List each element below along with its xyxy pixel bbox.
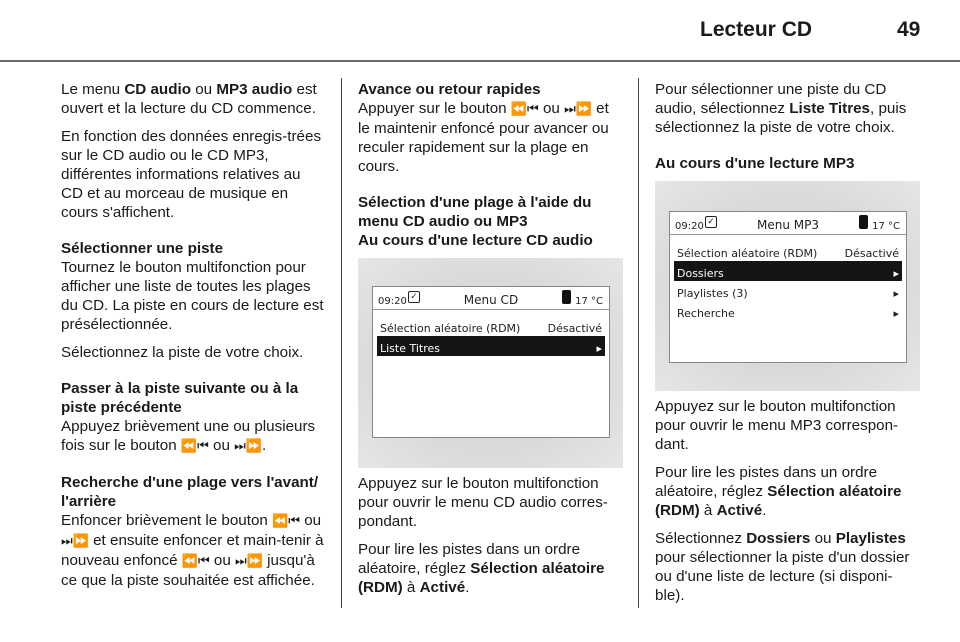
chevron-right-icon: ▸	[893, 267, 899, 280]
header-title: Lecteur CD	[700, 18, 813, 41]
paragraph: Pour lire les pistes dans un ordre aléatoire, réglez Sélection aléatoire (RDM) à Activé.	[358, 541, 605, 596]
menu-item-random: Sélection aléatoire (RDM) Désactivé	[380, 322, 602, 335]
clock: 09:20	[378, 296, 407, 307]
section-heading: Recherche d'une plage vers l'avant/ l'arrière	[61, 474, 319, 510]
temperature: 17 °C	[872, 221, 900, 232]
chevron-right-icon: ▸	[893, 307, 899, 320]
check-icon: ✓	[408, 291, 420, 303]
menu-item-search: Recherche ▸	[674, 301, 902, 321]
mp3-menu-screen-figure	[655, 181, 920, 391]
paragraph: Sélectionnez la piste de votre choix.	[61, 344, 304, 361]
section-heading: Passer à la piste suivante ou à la piste précédente	[61, 380, 299, 416]
paragraph: Sélectionnez Dossiers ou Playlistes pour sélectionner la piste d'un dossier ou d'une liste de lecture (si disponi-ble).	[655, 530, 910, 604]
rewind-prev-icon: ⏪⏮	[272, 514, 300, 529]
paragraph: Enfoncer brièvement le bouton ⏪⏮ ou ⏭⏩ et ensuite enfoncer et main-tenir à nouveau enfoncé ⏪⏮ ou ⏭⏩ jusqu'à ce que la piste souhaitée est affichée.	[61, 512, 324, 589]
screen-title: Menu CD	[463, 293, 519, 307]
screen-title: Menu MP3	[757, 218, 819, 232]
paragraph: Pour lire les pistes dans un ordre aléatoire, réglez Sélection aléatoire (RDM) à Activé.	[655, 464, 902, 519]
next-forward-icon: ⏭⏩	[61, 534, 89, 549]
rewind-prev-icon: ⏪⏮	[181, 554, 210, 569]
rewind-prev-icon: ⏪⏮	[510, 102, 539, 117]
paragraph: En fonction des données enregis-trées sur le CD audio ou le CD MP3, différentes informations relatives au CD et au morceau de musique en cours s'affichent.	[61, 128, 322, 221]
menu-item-random: Sélection aléatoire (RDM) Désactivé	[677, 247, 899, 260]
paragraph: Tournez le bouton multifonction pour afficher une liste de toutes les plages du CD. La piste en cours de lecture est présélectionnée.	[61, 259, 324, 333]
clock: 09:20	[675, 221, 704, 232]
cd-menu-screen	[372, 286, 610, 438]
next-forward-icon: ⏭⏩	[235, 554, 263, 569]
cd-menu-screen-figure	[358, 258, 623, 468]
paragraph: Appuyez sur le bouton multifonction pour ouvrir le menu MP3 correspon-dant.	[655, 398, 899, 453]
paragraph: Le menu CD audio ou MP3 audio est ouvert et la lecture du CD commence.	[61, 81, 317, 117]
check-icon: ✓	[705, 216, 717, 228]
paragraph: Pour sélectionner une piste du CD audio, sélectionnez Liste Titres, puis sélectionnez la piste de votre choix.	[655, 81, 907, 136]
column-3	[655, 80, 921, 614]
temperature: 17 °C	[575, 296, 603, 307]
subsection-heading: Au cours d'une lecture CD audio	[358, 232, 593, 249]
thermometer-icon	[859, 215, 868, 229]
column-2	[358, 80, 624, 606]
column-divider	[638, 78, 639, 608]
mp3-menu-screen	[669, 211, 907, 363]
next-forward-icon: ⏭⏩	[234, 439, 263, 454]
section-heading: Sélectionner une piste	[61, 240, 224, 257]
chevron-right-icon: ▸	[893, 287, 899, 300]
menu-item-folders: Dossiers ▸	[674, 261, 902, 281]
chevron-right-icon: ▸	[596, 342, 602, 355]
page-number: 49	[897, 18, 921, 41]
subsection-heading: Au cours d'une lecture MP3	[655, 155, 855, 172]
column-1	[61, 80, 325, 599]
paragraph: Appuyez brièvement une ou plusieurs fois sur le bouton ⏪⏮ ou ⏭⏩.	[61, 418, 316, 454]
menu-item-track-list: Liste Titres ▸	[377, 336, 605, 356]
rewind-prev-icon: ⏪⏮	[180, 439, 209, 454]
thermometer-icon	[562, 290, 571, 304]
menu-item-playlists: Playlistes (3) ▸	[674, 281, 902, 301]
paragraph: Appuyez sur le bouton multifonction pour ouvrir le menu CD audio corres-pondant.	[358, 475, 608, 530]
header-rule	[0, 60, 960, 62]
column-divider	[341, 78, 342, 608]
next-forward-icon: ⏭⏩	[564, 102, 592, 117]
section-heading: Sélection d'une plage à l'aide du menu CD audio ou MP3	[358, 194, 592, 230]
section-heading: Avance ou retour rapides	[358, 81, 541, 98]
paragraph: Appuyer sur le bouton ⏪⏮ ou ⏭⏩ et le maintenir enfoncé pour avancer ou reculer rapidement sur la plage en cours.	[358, 100, 609, 175]
